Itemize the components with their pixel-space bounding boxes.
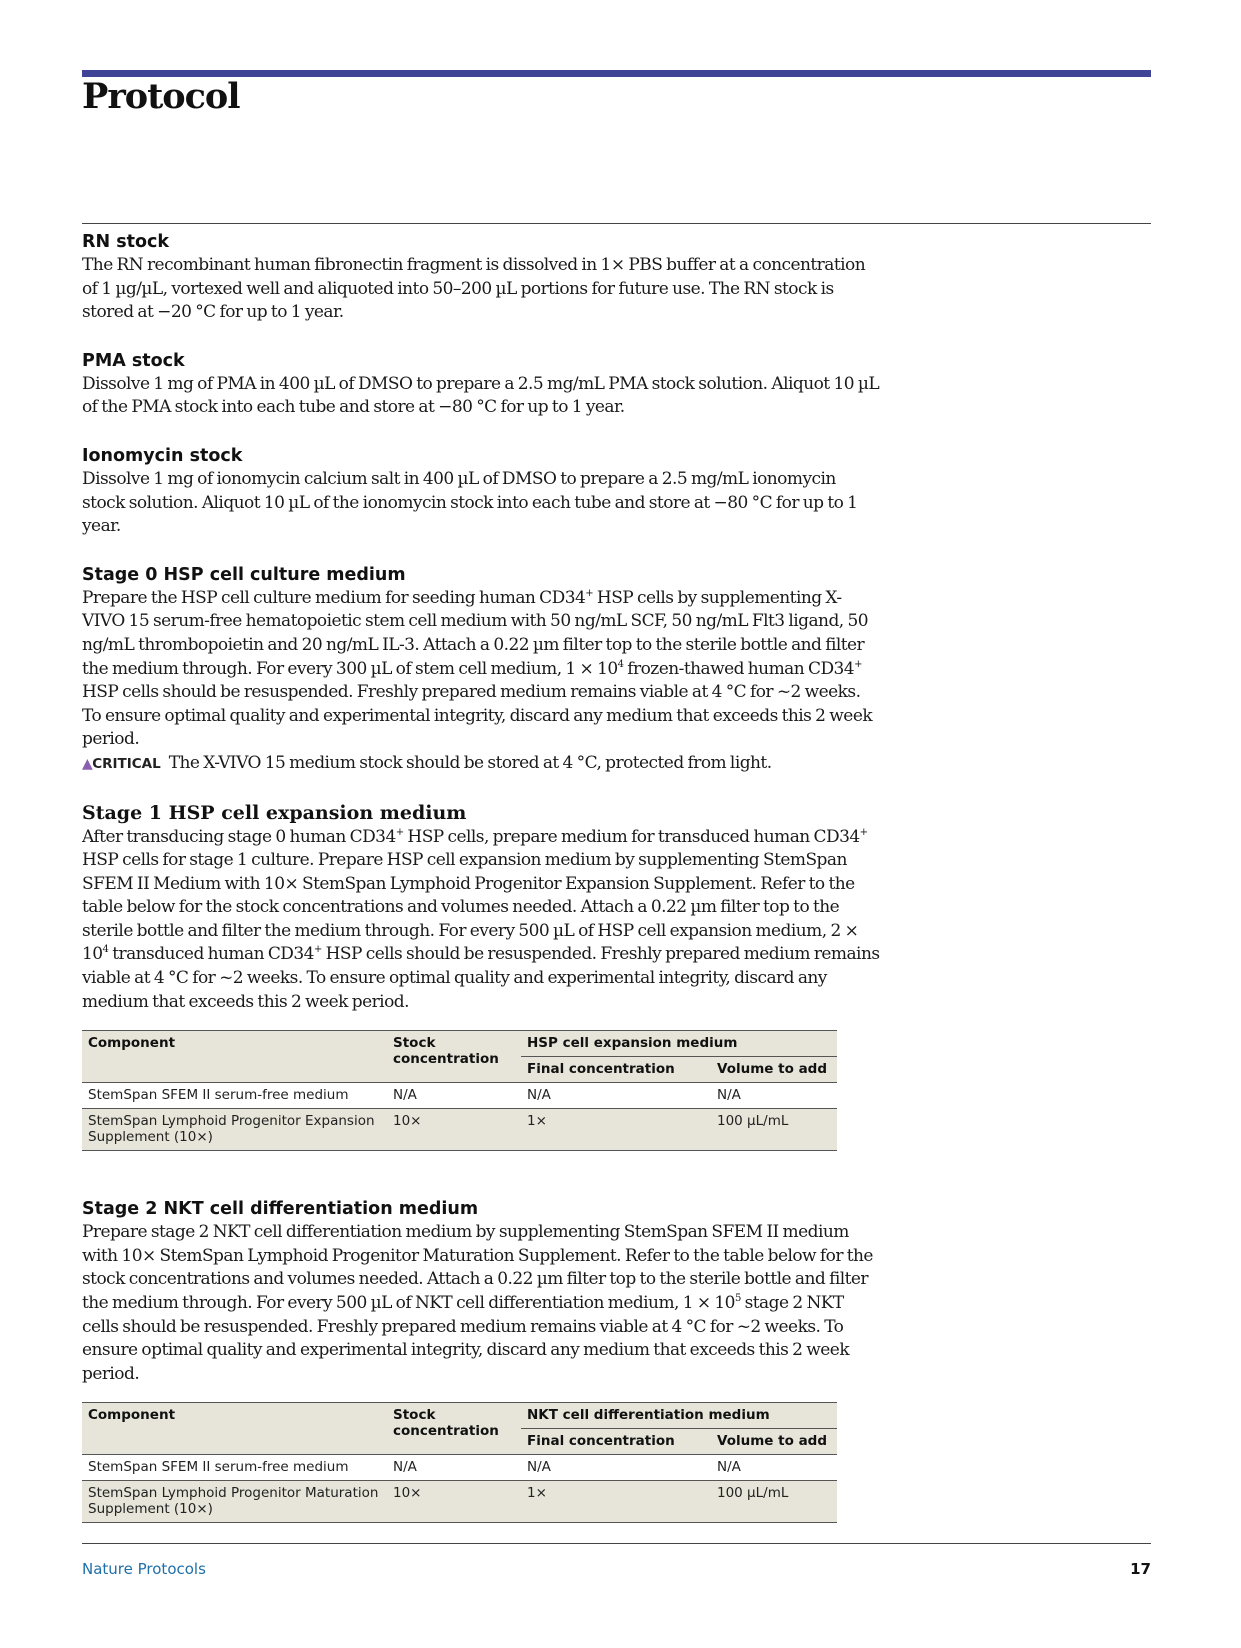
- critical-text: The X-VIVO 15 medium stock should be stored at 4 °C, protected from light.: [168, 752, 772, 773]
- column-header-component: Component: [82, 1403, 387, 1455]
- section-heading: Stage 0 HSP cell culture medium: [82, 564, 406, 585]
- column-header-final: Final concentration: [521, 1429, 711, 1455]
- section-heading: Stage 2 NKT cell differentiation medium: [82, 1199, 479, 1220]
- warning-triangle-icon: ▲: [82, 755, 93, 772]
- column-header-volume: Volume to add: [711, 1057, 837, 1083]
- section-paragraph: Dissolve 1 mg of PMA in 400 µL of DMSO to prepare a 2.5 mg/mL PMA stock solution. Aliquot 10 µL of the PMA stock into each tube and store at −80 °C for up to 1 year.: [82, 373, 880, 418]
- stage1-medium-table: [82, 1030, 837, 1151]
- column-header-stock: Stock concentration: [387, 1403, 521, 1455]
- section-stage1-medium: [82, 801, 882, 1174]
- table-cell: 10×: [387, 1109, 521, 1151]
- table-cell: N/A: [527, 1459, 551, 1476]
- footer-divider: [82, 1543, 1151, 1544]
- table-cell: 1×: [521, 1109, 711, 1151]
- section-paragraph: The RN recombinant human fibronectin fragment is dissolved in 1× PBS buffer at a concentration of 1 µg/µL, vortexed well and aliquoted into 50–200 µL portions for future use. The RN stock is stored at −20 °C for up to 1 year.: [82, 255, 866, 323]
- header-divider: [82, 223, 1151, 224]
- table-row: [82, 1109, 837, 1151]
- section-stage2-medium: [82, 1197, 882, 1523]
- page-number: 17: [1130, 1560, 1151, 1578]
- table-cell: N/A: [393, 1459, 417, 1476]
- section-heading: Ionomycin stock: [82, 445, 243, 466]
- table-cell: N/A: [393, 1087, 417, 1104]
- table-cell: 1×: [521, 1481, 711, 1523]
- table-cell: StemSpan SFEM II serum-free medium: [88, 1459, 349, 1476]
- section-rn-stock: [82, 230, 882, 325]
- section-heading: RN stock: [82, 232, 170, 252]
- column-header-component: Component: [82, 1031, 387, 1083]
- column-header-stock: Stock concentration: [387, 1031, 521, 1083]
- section-paragraph: Prepare the HSP cell culture medium for seeding human CD34+ HSP cells by supplementing X-VIVO 15 serum-free hematopoietic stem cell medium with 50 ng/mL SCF, 50 ng/mL Flt3 ligand, 50 ng/mL thrombopoietin and 20 ng/mL IL-3. Attach a 0.22 µm filter top to the sterile bottle and filter the medium through. For every 300 µL of stem cell medium, $1 \times 10^4$ frozen-thawed human CD34+ HSP cells should be resuspended. Freshly prepared medium remains viable at 4 °C for ~2 weeks. To ensure optimal quality and experimental integrity, discard any medium that exceeds this 2 week period.: [82, 587, 873, 750]
- table-row: [82, 1083, 837, 1109]
- table-cell: StemSpan Lymphoid Progenitor Maturation Supplement (10×): [82, 1481, 387, 1523]
- section-ionomycin-stock: [82, 444, 882, 539]
- stage2-medium-table: [82, 1402, 837, 1523]
- section-paragraph: After transducing stage 0 human CD34+ HSP cells, prepare medium for transduced human CD34+ HSP cells for stage 1 culture. Prepare HSP cell expansion medium by supplementing StemSpan SFEM II Medium with 10× StemSpan Lymphoid Progenitor Expansion Supplement. Refer to the table below for the stock concentrations and volumes needed. Attach a 0.22 µm filter top to the sterile bottle and filter the medium through. For every 500 µL of HSP cell expansion medium, $2 \times 10^4$ transduced human CD34+ HSP cells should be resuspended. Freshly prepared medium remains viable at 4 °C for ~2 weeks. To ensure optimal quality and experimental integrity, discard any medium that exceeds this 2 week period.: [82, 826, 880, 1012]
- section-pma-stock: [82, 349, 882, 420]
- journal-name-link[interactable]: Nature Protocols: [82, 1560, 206, 1578]
- table-row: [82, 1481, 837, 1523]
- column-group-header: NKT cell differentiation medium: [521, 1403, 837, 1429]
- table-cell: N/A: [527, 1087, 551, 1104]
- table-cell: N/A: [717, 1459, 741, 1476]
- column-header-final: Final concentration: [521, 1057, 711, 1083]
- table-cell: StemSpan Lymphoid Progenitor Expansion Supplement (10×): [82, 1109, 387, 1151]
- column-group-header: HSP cell expansion medium: [521, 1031, 837, 1057]
- table-cell: 10×: [387, 1481, 521, 1523]
- critical-label: CRITICAL: [92, 755, 161, 772]
- table-cell: 100 µL/mL: [711, 1481, 837, 1523]
- column-header-volume: Volume to add: [711, 1429, 837, 1455]
- section-paragraph: Prepare stage 2 NKT cell differentiation medium by supplementing StemSpan SFEM II medium with 10× StemSpan Lymphoid Progenitor Maturation Supplement. Refer to the table below for the stock concentrations and volumes needed. Attach a 0.22 µm filter top to the sterile bottle and filter the medium through. For every 500 µL of NKT cell differentiation medium, $1 \times 10^5$ stage 2 NKT cells should be resuspended. Freshly prepared medium remains viable at 4 °C for ~2 weeks. To ensure optimal quality and experimental integrity, discard any medium that exceeds this 2 week period.: [82, 1222, 873, 1384]
- critical-note: [82, 752, 882, 777]
- article-body: [82, 230, 882, 1547]
- section-heading: Stage 1 HSP cell expansion medium: [82, 801, 467, 824]
- header-accent-rule: [82, 70, 1151, 77]
- table-row: [82, 1455, 837, 1481]
- section-paragraph: Dissolve 1 mg of ionomycin calcium salt in 400 µL of DMSO to prepare a 2.5 mg/mL ionomycin stock solution. Aliquot 10 µL of the ionomycin stock into each tube and store at −80 °C for up to 1 year.: [82, 468, 858, 537]
- table-cell: StemSpan SFEM II serum-free medium: [88, 1087, 349, 1104]
- page-title: Protocol: [82, 76, 240, 117]
- table-cell: 100 µL/mL: [711, 1109, 837, 1151]
- section-stage0-medium: [82, 563, 882, 777]
- table-cell: N/A: [717, 1087, 741, 1104]
- section-heading: PMA stock: [82, 350, 185, 371]
